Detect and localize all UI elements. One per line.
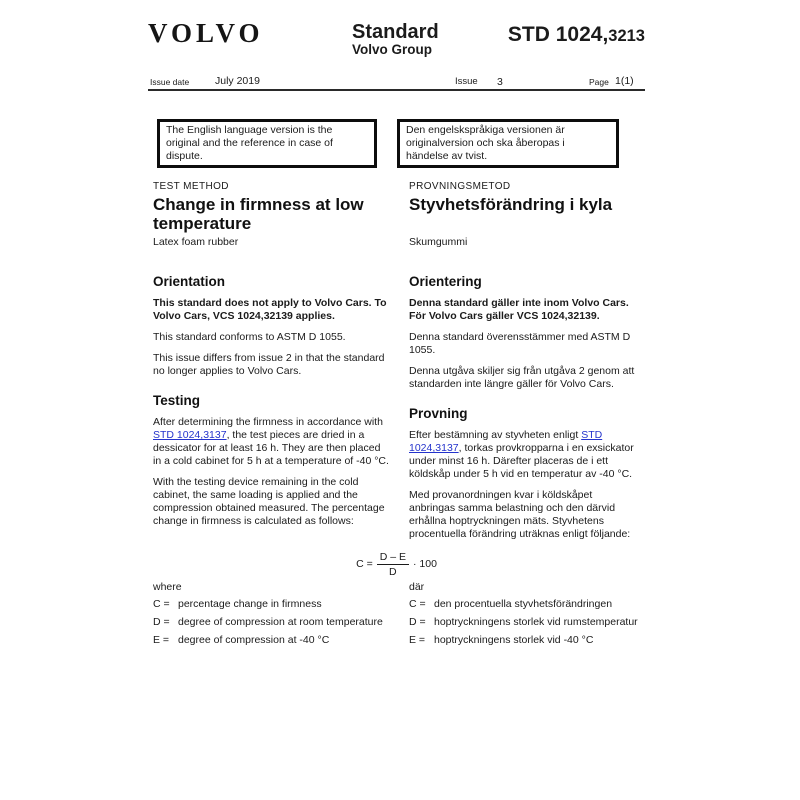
- content-columns-top: [148, 181, 645, 541]
- english-std-reference-link[interactable]: STD 1024,3137: [153, 429, 227, 442]
- header-meta-row: [148, 74, 645, 88]
- formula-numerator: D – E: [377, 551, 409, 565]
- notice-swedish: Den engelskspråkiga versionen är originalversion och ska åberopas i händelse av tvist.: [397, 119, 619, 168]
- firmness-change-formula: [356, 551, 437, 578]
- swedish-orientation-notice: Denna standard gäller inte inom Volvo Cars. För Volvo Cars gäller VCS 1024,32139.: [409, 297, 629, 323]
- definition-row: [409, 634, 640, 647]
- english-testing-paragraph-2: With the testing device remaining in the cold cabinet, the same loading is applied and the compression obtained measured. The percentage change in firmness is calculated as follows:: [153, 476, 385, 528]
- english-orientation-paragraph-3: This issue differs from issue 2 in that the standard no longer applies to Volvo Cars.: [153, 352, 385, 378]
- swedish-kicker: PROVNINGSMETOD: [409, 181, 511, 193]
- header-title: Standard: [352, 21, 439, 43]
- definition-row: [409, 598, 640, 611]
- document-header: [148, 0, 645, 91]
- notice-row: [148, 119, 645, 168]
- document-page: [148, 0, 645, 652]
- swedish-definition-list: [409, 598, 640, 647]
- definition-symbol: C =: [409, 598, 426, 611]
- swedish-orientation-paragraph-3: Denna utgåva skiljer sig från utgåva 2 genom att standarden inte längre gäller för Volvo Cars.: [409, 365, 635, 391]
- definition-symbol: D =: [153, 616, 170, 629]
- issue-date-label: Issue date: [150, 77, 190, 87]
- swedish-column: [409, 181, 640, 541]
- header-subtitle: Volvo Group: [352, 42, 432, 57]
- formula-fraction: [377, 551, 409, 578]
- definition-row: [409, 616, 640, 629]
- swedish-testing-text-after-link: , torkas provkropparna i en exsickator under minst 16 h. Därefter placeras de i ett köldskåp under 5 h vid en temperatur av -40 °C.: [409, 442, 634, 481]
- document-number: [508, 23, 645, 47]
- swedish-orientation-heading: Orientering: [409, 274, 482, 290]
- english-orientation-notice: This standard does not apply to Volvo Cars. To Volvo Cars, VCS 1024,32139 applies.: [153, 297, 387, 323]
- english-material: Latex foam rubber: [153, 236, 239, 249]
- formula-lhs: C =: [356, 558, 373, 571]
- formula-multiplier: · 100: [412, 558, 437, 571]
- english-column: [153, 181, 391, 541]
- swedish-std-reference-link[interactable]: STD 1024,3137: [409, 429, 603, 455]
- english-testing-paragraph-1: [153, 416, 391, 468]
- definition-text: degree of compression at room temperature: [178, 616, 383, 629]
- swedish-title: Styvhetsförändring i kyla: [409, 195, 613, 215]
- english-title: Change in firmness at low temperature: [153, 195, 364, 234]
- swedish-testing-paragraph-1: [409, 429, 640, 481]
- swedish-orientation-paragraph-2: Denna standard överensstämmer med ASTM D 1055.: [409, 331, 631, 357]
- definition-row: [153, 616, 391, 629]
- swedish-testing-paragraph-2: Med provanordningen kvar i köldskåpet anbringas samma belastning och den därvid erhållna hoptryckningen mäts. Styvhetens procentuella förändring uträknas enligt följande:: [409, 489, 631, 541]
- english-where-label: where: [153, 581, 182, 594]
- definition-text: hoptryckningens storlek vid -40 °C: [434, 634, 594, 647]
- swedish-material: Skumgummi: [409, 236, 468, 249]
- issue-value: 3: [497, 76, 503, 88]
- formula-row: [148, 549, 645, 579]
- english-definition-list: [153, 598, 391, 647]
- definition-symbol: E =: [409, 634, 426, 647]
- issue-date-value: July 2019: [215, 75, 260, 87]
- definition-symbol: D =: [409, 616, 426, 629]
- swedish-where-label: där: [409, 581, 425, 594]
- definition-symbol: E =: [153, 634, 170, 647]
- definition-text: den procentuella styvhetsförändringen: [434, 598, 613, 611]
- definition-symbol: C =: [153, 598, 170, 611]
- swedish-definitions-block: [409, 579, 640, 652]
- definition-text: percentage change in firmness: [178, 598, 322, 611]
- issue-label: Issue: [455, 76, 478, 87]
- volvo-logo: VOLVO: [148, 18, 264, 48]
- swedish-testing-text-before-link: Efter bestämning av styvheten enligt: [409, 429, 582, 442]
- page-label: Page: [589, 77, 609, 87]
- definition-row: [153, 634, 391, 647]
- page-value: 1(1): [615, 75, 634, 87]
- document-number-suffix: 3213: [608, 27, 645, 45]
- header-title-block: [352, 21, 439, 58]
- definition-text: hoptryckningens storlek vid rumstemperatur: [434, 616, 638, 629]
- swedish-testing-heading: Provning: [409, 406, 468, 422]
- definition-text: degree of compression at -40 °C: [178, 634, 330, 647]
- english-testing-text-after-link: , the test pieces are dried in a dessicator for at least 16 h. They are then placed in a cold cabinet for 5 h at a temperature of -40 °C.: [153, 429, 389, 468]
- english-testing-heading: Testing: [153, 393, 200, 409]
- english-orientation-paragraph-2: This standard conforms to ASTM D 1055.: [153, 331, 346, 344]
- english-definitions-block: [153, 579, 391, 652]
- definition-row: [153, 598, 391, 611]
- formula-denominator: D: [389, 565, 397, 578]
- english-testing-text-before-link: After determining the firmness in accordance with: [153, 416, 383, 429]
- content-columns-bottom: [148, 579, 645, 652]
- english-orientation-heading: Orientation: [153, 274, 226, 290]
- notice-english: The English language version is the original and the reference in case of dispute.: [157, 119, 377, 168]
- english-kicker: TEST METHOD: [153, 181, 229, 193]
- document-number-main: STD 1024,: [507, 23, 609, 46]
